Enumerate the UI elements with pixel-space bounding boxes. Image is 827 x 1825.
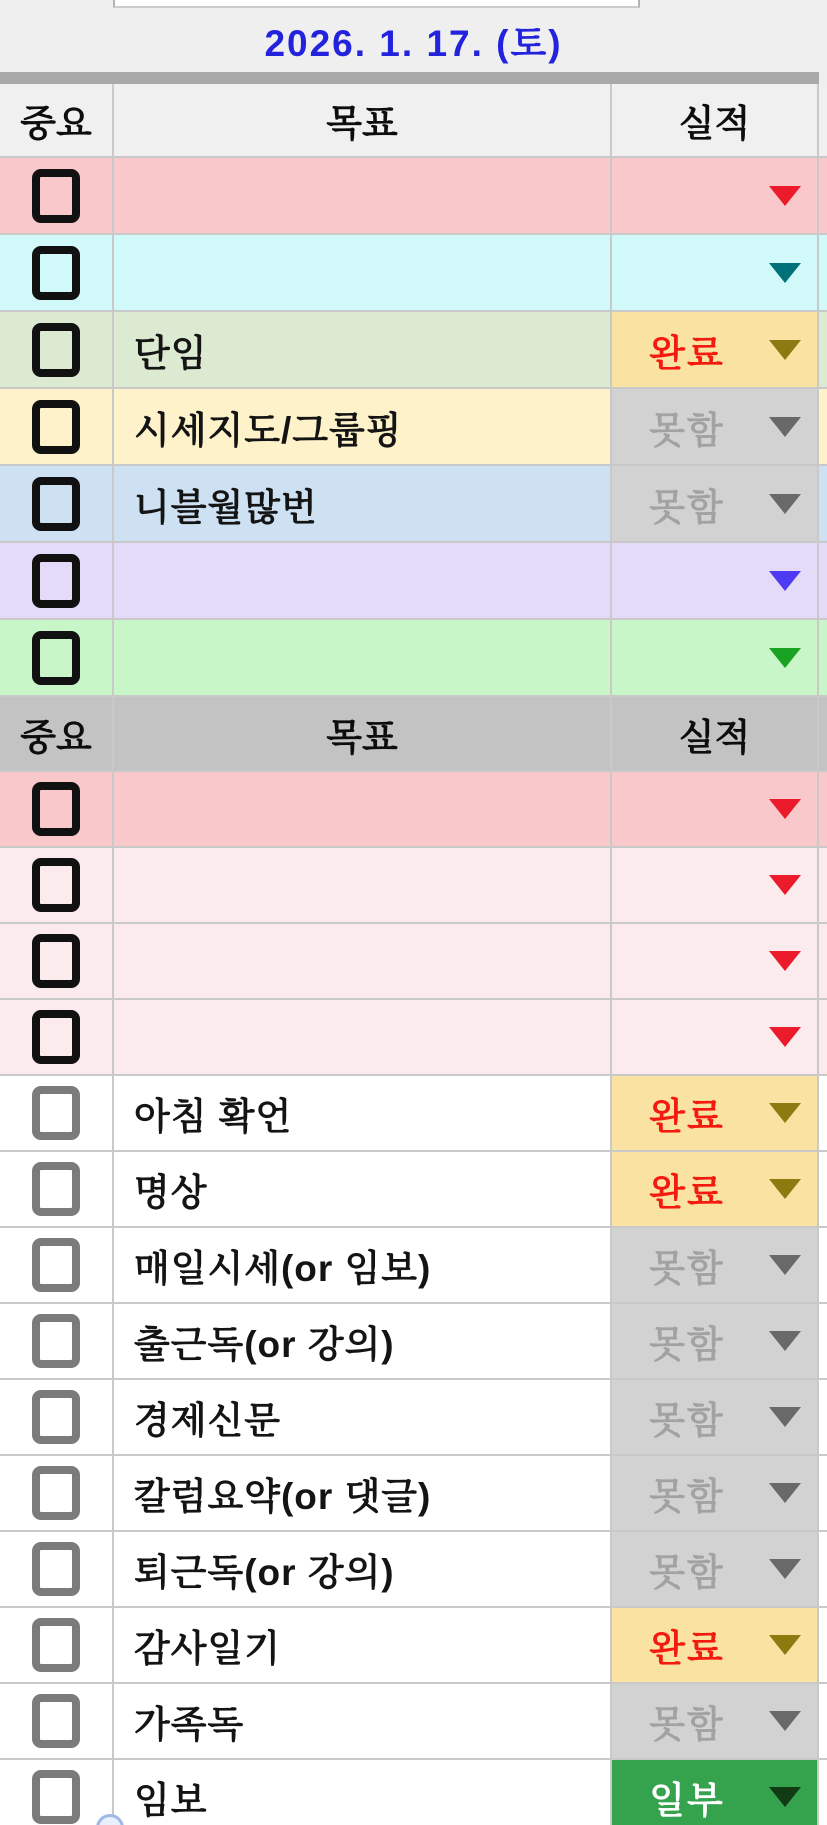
status-dropdown-cell[interactable] [612, 1152, 819, 1226]
important-cell [0, 1608, 114, 1682]
column-header-important: 중요 [0, 84, 114, 156]
row-sliver [819, 1760, 827, 1825]
important-checkbox[interactable] [32, 631, 80, 685]
dropdown-arrow-icon [769, 417, 801, 437]
date-text: 2026. 1. 17. (토) [264, 23, 563, 64]
important-cell [0, 158, 114, 233]
dropdown-arrow-icon [769, 799, 801, 819]
important-cell [0, 924, 114, 998]
status-dropdown-cell[interactable] [612, 1000, 819, 1074]
important-cell [0, 1684, 114, 1758]
status-label [612, 848, 762, 922]
row-sliver [819, 466, 827, 541]
status-dropdown-cell[interactable] [612, 389, 819, 464]
top-strip [0, 0, 827, 8]
table-row [0, 848, 827, 924]
goal-text: 시세지도/그룹핑 [134, 409, 403, 451]
important-cell [0, 1228, 114, 1302]
important-checkbox[interactable] [32, 246, 80, 300]
goal-cell[interactable] [114, 772, 612, 846]
status-label: 못함 [649, 1248, 725, 1289]
row-sliver [819, 543, 827, 618]
table-row [0, 1380, 827, 1456]
important-cell [0, 1380, 114, 1454]
table-row [0, 543, 827, 620]
table-row [0, 235, 827, 312]
status-dropdown-cell[interactable] [612, 466, 819, 541]
row-sliver [819, 312, 827, 387]
important-cell [0, 1152, 114, 1226]
status-dropdown-cell[interactable] [612, 312, 819, 387]
status-label: 못함 [649, 486, 725, 528]
important-checkbox[interactable] [32, 400, 80, 454]
goal-cell[interactable] [114, 1000, 612, 1074]
status-label [612, 235, 762, 310]
top-partial-cell [113, 0, 640, 8]
dropdown-arrow-icon [769, 1483, 801, 1503]
important-cell [0, 1000, 114, 1074]
important-cell [0, 772, 114, 846]
priority-goals-section [0, 158, 827, 697]
row-sliver [819, 1152, 827, 1226]
dropdown-arrow-icon [769, 1407, 801, 1427]
row-sliver [819, 924, 827, 998]
goal-cell[interactable] [114, 1380, 612, 1454]
table-row [0, 312, 827, 389]
dropdown-arrow-icon [769, 1103, 801, 1123]
row-sliver [819, 1380, 827, 1454]
status-label: 완료 [649, 1628, 725, 1669]
row-sliver [819, 1456, 827, 1530]
column-header-goal: 목표 [114, 697, 612, 770]
daily-routines-section [0, 772, 827, 1825]
dropdown-arrow-icon [769, 951, 801, 971]
goal-text: 칼럼요약(or 댓글) [134, 1476, 432, 1517]
important-cell [0, 543, 114, 618]
important-checkbox[interactable] [32, 554, 80, 608]
table-row [0, 1304, 827, 1380]
column-header-result: 실적 [612, 84, 819, 156]
status-label [612, 620, 762, 695]
important-checkbox[interactable] [32, 1162, 80, 1216]
important-cell [0, 1456, 114, 1530]
important-cell [0, 466, 114, 541]
status-dropdown-cell[interactable] [612, 848, 819, 922]
important-checkbox[interactable] [32, 782, 80, 836]
important-checkbox[interactable] [32, 1694, 80, 1748]
goal-cell[interactable] [114, 235, 612, 310]
table-row [0, 1000, 827, 1076]
status-dropdown-cell[interactable] [612, 620, 819, 695]
dropdown-arrow-icon [769, 1711, 801, 1731]
status-dropdown-cell[interactable] [612, 924, 819, 998]
status-dropdown-cell[interactable] [612, 1076, 819, 1150]
important-checkbox[interactable] [32, 1770, 80, 1824]
important-checkbox[interactable] [32, 1390, 80, 1444]
dropdown-arrow-icon [769, 1331, 801, 1351]
important-checkbox[interactable] [32, 858, 80, 912]
dropdown-arrow-icon [769, 340, 801, 360]
status-label: 완료 [649, 1172, 725, 1213]
table-row [0, 389, 827, 466]
header-sliver [819, 697, 827, 770]
status-dropdown-cell[interactable] [612, 1228, 819, 1302]
status-dropdown-cell[interactable] [612, 772, 819, 846]
row-sliver [819, 772, 827, 846]
dropdown-arrow-icon [769, 875, 801, 895]
dropdown-arrow-icon [769, 263, 801, 283]
status-dropdown-cell[interactable] [612, 1684, 819, 1758]
section-divider [0, 72, 819, 84]
table-row [0, 620, 827, 697]
goal-cell[interactable] [114, 1228, 612, 1302]
dropdown-arrow-icon [769, 186, 801, 206]
status-dropdown-cell[interactable] [612, 1380, 819, 1454]
row-sliver [819, 235, 827, 310]
row-sliver [819, 1608, 827, 1682]
goal-cell[interactable] [114, 924, 612, 998]
row-sliver [819, 848, 827, 922]
important-checkbox[interactable] [32, 1314, 80, 1368]
important-checkbox[interactable] [32, 169, 80, 223]
table-row [0, 1608, 827, 1684]
important-checkbox[interactable] [32, 323, 80, 377]
goal-cell[interactable] [114, 620, 612, 695]
status-label: 못함 [649, 1324, 725, 1365]
goal-cell[interactable] [114, 848, 612, 922]
date-header [0, 8, 827, 72]
dropdown-arrow-icon [769, 1179, 801, 1199]
important-cell [0, 848, 114, 922]
goal-text: 임보 [134, 1780, 208, 1821]
dropdown-arrow-icon [769, 1255, 801, 1275]
goal-cell[interactable] [114, 1076, 612, 1150]
row-sliver [819, 389, 827, 464]
dropdown-arrow-icon [769, 648, 801, 668]
status-label: 못함 [649, 1704, 725, 1745]
status-dropdown-cell[interactable] [612, 1532, 819, 1606]
important-cell [0, 1304, 114, 1378]
important-cell [0, 1076, 114, 1150]
important-cell [0, 1760, 114, 1825]
status-dropdown-cell[interactable] [612, 235, 819, 310]
table-row [0, 1456, 827, 1532]
status-dropdown-cell[interactable] [612, 543, 819, 618]
goal-text: 출근독(or 강의) [134, 1324, 395, 1365]
status-label [612, 772, 762, 846]
dropdown-arrow-icon [769, 494, 801, 514]
goal-cell[interactable] [114, 1684, 612, 1758]
status-label: 일부 [649, 1780, 725, 1821]
status-label: 못함 [649, 409, 725, 451]
row-sliver [819, 620, 827, 695]
status-dropdown-cell[interactable] [612, 158, 819, 233]
goal-cell[interactable] [114, 543, 612, 618]
goal-text: 가족독 [134, 1704, 245, 1745]
table-row [0, 772, 827, 848]
table-row [0, 466, 827, 543]
dropdown-arrow-icon [769, 1559, 801, 1579]
goal-cell[interactable] [114, 1304, 612, 1378]
goal-cell[interactable] [114, 1760, 612, 1825]
table-row [0, 1152, 827, 1228]
table-row [0, 1076, 827, 1152]
row-sliver [819, 1000, 827, 1074]
status-label [612, 1000, 762, 1074]
table-row [0, 1532, 827, 1608]
goal-cell[interactable] [114, 312, 612, 387]
goal-cell[interactable] [114, 1152, 612, 1226]
goal-cell[interactable] [114, 1608, 612, 1682]
row-sliver [819, 1304, 827, 1378]
table-row [0, 158, 827, 235]
column-header-result: 실적 [612, 697, 819, 770]
status-label [612, 158, 762, 233]
important-checkbox[interactable] [32, 1466, 80, 1520]
goal-text: 단임 [134, 332, 208, 374]
goal-cell[interactable] [114, 389, 612, 464]
goal-cell[interactable] [114, 466, 612, 541]
important-checkbox[interactable] [32, 1086, 80, 1140]
goal-text: 매일시세(or 임보) [134, 1248, 432, 1289]
status-label [612, 924, 762, 998]
goal-cell[interactable] [114, 1456, 612, 1530]
status-label: 완료 [649, 1096, 725, 1137]
header-sliver [819, 84, 827, 156]
important-cell [0, 389, 114, 464]
table-row [0, 1228, 827, 1304]
row-sliver [819, 1228, 827, 1302]
status-label [612, 543, 762, 618]
important-cell [0, 1532, 114, 1606]
important-checkbox[interactable] [32, 1238, 80, 1292]
goal-text: 경제신문 [134, 1400, 281, 1441]
column-header-goal: 목표 [114, 84, 612, 156]
row-sliver [819, 1684, 827, 1758]
important-checkbox[interactable] [32, 1010, 80, 1064]
status-dropdown-cell[interactable] [612, 1304, 819, 1378]
row-sliver [819, 158, 827, 233]
important-cell [0, 620, 114, 695]
status-dropdown-cell[interactable] [612, 1760, 819, 1825]
status-dropdown-cell[interactable] [612, 1456, 819, 1530]
status-dropdown-cell[interactable] [612, 1608, 819, 1682]
dropdown-arrow-icon [769, 1027, 801, 1047]
goal-text: 아침 확언 [134, 1096, 293, 1137]
column-header-important: 중요 [0, 697, 114, 770]
goal-text: 감사일기 [134, 1628, 281, 1669]
important-checkbox[interactable] [32, 1542, 80, 1596]
table-header-2 [0, 697, 827, 772]
goal-text: 퇴근독(or 강의) [134, 1552, 395, 1593]
important-cell [0, 235, 114, 310]
row-sliver [819, 1532, 827, 1606]
table-row [0, 1760, 827, 1825]
important-checkbox[interactable] [32, 934, 80, 988]
table-row [0, 1684, 827, 1760]
goal-text: 명상 [134, 1172, 208, 1213]
important-cell [0, 312, 114, 387]
goal-cell[interactable] [114, 158, 612, 233]
table-row [0, 924, 827, 1000]
goal-text: 니블월많번 [134, 486, 318, 528]
status-label: 못함 [649, 1476, 725, 1517]
dropdown-arrow-icon [769, 1635, 801, 1655]
dropdown-arrow-icon [769, 1787, 801, 1807]
important-checkbox[interactable] [32, 477, 80, 531]
status-label: 못함 [649, 1552, 725, 1593]
row-sliver [819, 1076, 827, 1150]
goal-cell[interactable] [114, 1532, 612, 1606]
dropdown-arrow-icon [769, 571, 801, 591]
status-label: 못함 [649, 1400, 725, 1441]
important-checkbox[interactable] [32, 1618, 80, 1672]
table-header-1 [0, 84, 827, 158]
status-label: 완료 [649, 332, 725, 374]
